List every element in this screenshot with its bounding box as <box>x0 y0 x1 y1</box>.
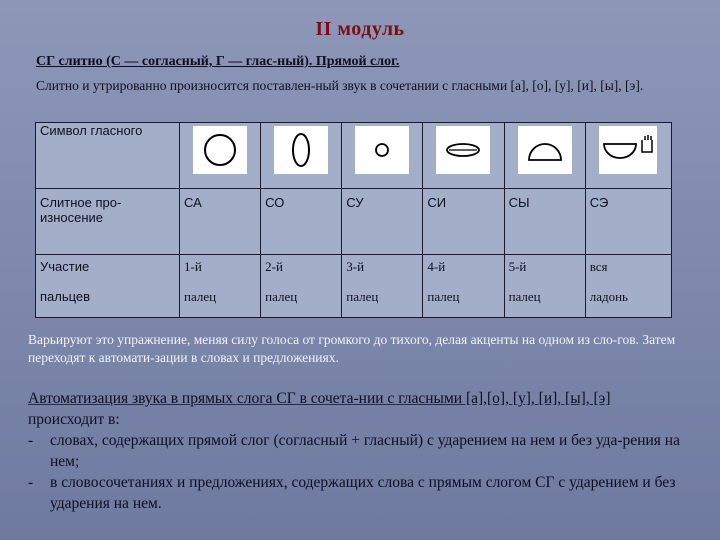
vowel-o-oval-icon <box>281 128 321 172</box>
symbol-cell <box>504 123 585 189</box>
list-item: - словах, содержащих прямой слог (согласный + гласный) с ударением на нем и без уда-рения на нем; <box>28 432 680 470</box>
subtitle: СГ слитно (С — согласный, Г — глас-ный). Прямой слог. <box>36 54 400 69</box>
automation-list <box>28 430 706 514</box>
row-label-symbol: Символ гласного <box>36 123 180 189</box>
vowel-table <box>35 122 672 318</box>
symbol-cell <box>342 123 423 189</box>
vowel-e-half-bowl-with-hand-icon <box>600 130 656 170</box>
table-row-syllables <box>36 189 672 255</box>
automation-section <box>28 388 706 514</box>
symbol-cell <box>180 123 261 189</box>
vowel-y-half-circle-icon <box>523 132 567 168</box>
syllable-cell: СИ <box>423 189 504 255</box>
syllable-cell: СЫ <box>504 189 585 255</box>
automation-heading-tail: происходит в: <box>28 411 120 428</box>
symbol-cell <box>585 123 671 189</box>
syllable-cell: СУ <box>342 189 423 255</box>
syllable-cell: СО <box>261 189 342 255</box>
row-label-syllables: Слитное про-износение <box>36 189 180 255</box>
vowel-a-large-circle-icon <box>200 130 240 170</box>
syllable-cell: СА <box>180 189 261 255</box>
page-title: II модуль <box>315 18 405 40</box>
finger-cell: 2-й палец <box>261 255 342 318</box>
row-label-fingers: Участие пальцев <box>36 255 180 318</box>
intro-text: Слитно и утрированно произносится поставлен-ный звук в сочетании с гласными [а], [о], [у], [и], [ы], [э]. <box>36 78 644 93</box>
finger-cell: вся ладонь <box>585 255 671 318</box>
variation-text: Варьируют это упражнение, меняя силу голоса от громкого до тихого, делая акценты на одном из сло-гов. Затем переходят к автомати-зации в словах и предложениях. <box>28 332 676 365</box>
symbol-cell <box>261 123 342 189</box>
automation-heading: Автоматизация звука в прямых слога СГ в сочета-нии с гласными [а],[о], [у], [и], [ы], [э] <box>28 390 611 407</box>
vowel-u-small-circle-icon <box>362 130 402 170</box>
table-row-symbols <box>36 123 672 189</box>
finger-cell: 1-й палец <box>180 255 261 318</box>
syllable-cell: СЭ <box>585 189 671 255</box>
finger-cell: 5-й палец <box>504 255 585 318</box>
symbol-cell <box>423 123 504 189</box>
table-row-fingers <box>36 255 672 318</box>
finger-cell: 3-й палец <box>342 255 423 318</box>
vowel-i-flat-oval-icon <box>441 135 485 165</box>
list-item: - в словосочетаниях и предложениях, содержащих слова с прямым слогом СГ с ударением и без ударения на нем. <box>28 474 676 512</box>
finger-cell: 4-й палец <box>423 255 504 318</box>
